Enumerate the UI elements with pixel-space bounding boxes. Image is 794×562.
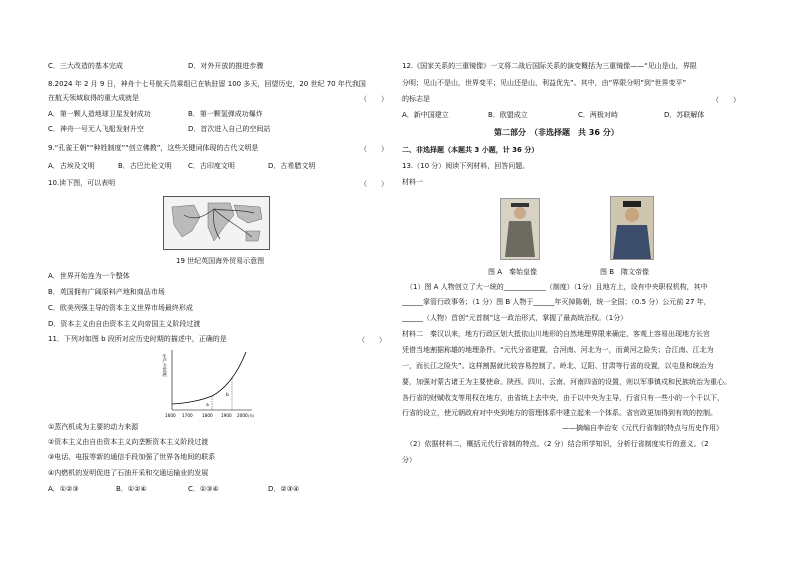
productivity-chart <box>160 348 255 418</box>
q9-answer-paren: （ ） <box>360 145 388 153</box>
material-two-line4: 要，加强对蒙古诸王为主要使命。陕西、四川、云南、河南四省的设置，则以军事镇戍和民族统治为重心。 <box>402 378 731 386</box>
chart-xtick: 1600 <box>165 413 176 418</box>
chart-xtick: 1800 <box>202 413 213 418</box>
q10-answer-paren: （ ） <box>360 180 388 188</box>
sui-figure-graphic <box>611 197 653 259</box>
q11-option-a: A．①②③ <box>48 485 79 493</box>
q9-option-a: A．古埃及文明 <box>48 162 95 170</box>
q10-option-a: A．世界开始连为一个整体 <box>48 272 130 280</box>
productivity-chart-svg <box>160 348 255 418</box>
q8-option-d: D．首次进入自己的空间站 <box>188 125 271 133</box>
chart-xtick: 1900 <box>221 413 232 418</box>
material-two-source: ——摘编自李治安《元代行省制的特点与历史作用》 <box>562 424 723 432</box>
chart-xtick: 2000 <box>237 413 248 418</box>
q12-option-b: B．欧盟成立 <box>488 111 528 119</box>
q13-part1-line1: （1）图 A 人物创立了大一统的____________（制度）（1分）且地方上，设有中央职权机构，其中 <box>406 283 708 291</box>
qin-shihuang-portrait <box>500 198 540 260</box>
q11-answer-paren: （ ） <box>358 336 386 344</box>
chart-xtick: 1700 <box>182 413 193 418</box>
q12-stem: 12.《国家关系的三重镜像》一文将二战后国际关系的演变概括为三重镜像——“见山是山，界限 <box>402 62 697 70</box>
part-heading: 二、非选择题（本题共 3 小题，计 36 分） <box>402 146 539 154</box>
q9-option-d: D．古希腊文明 <box>268 162 316 170</box>
q8-answer-paren: （ ） <box>360 95 388 103</box>
q10-option-b: B．英国拥有广阔原料产地和商品市场 <box>48 288 165 296</box>
chart-xunit: (年) <box>248 414 255 418</box>
q11-option-d: D．②③④ <box>268 485 300 493</box>
q12-option-d: D．苏联解体 <box>664 111 705 119</box>
q8-stem-cont: 在航天领域取得的重大成就是 <box>48 94 139 102</box>
material-two-line3: 一，而长江之险失”。这样割据就比较容易控制了。岭北、辽阳、甘肃等行省的设置，以屯垦和统治为 <box>402 362 714 370</box>
q11-option-b: B．①②④ <box>116 485 147 493</box>
q7-option-d: D．对外开放的推进步骤 <box>188 62 264 70</box>
material-one-label: 材料一 <box>402 178 423 186</box>
q11-item-4: ④内燃机的发明促进了石油开采和交通运输业的发展 <box>48 469 209 477</box>
q7-option-c: C．三大改造的基本完成 <box>48 62 123 70</box>
chart-seg-b: b <box>226 393 229 398</box>
q13-part2-line2: 分） <box>402 456 416 464</box>
material-two-line2: 凭借当地割据称雄的地理条件。“元代分省建置，合河南、河北为一，而黄河之险失；合江南、江北为 <box>402 346 714 354</box>
q11-item-2: ②资本主义由自由资本主义向垄断资本主义阶段过渡 <box>48 438 209 446</box>
material-two-line6: 行省的设立，使元朝政府对中央到地方的管理体系中建立起来一个体系。省官政更加得到有效的控制。 <box>402 409 717 417</box>
chart-seg-a: a <box>206 403 209 408</box>
q8-stem: 8.2024 年 2 月 9 日，神舟十七号航天员乘组已在轨驻留 100 多天，回望历史，20 世纪 70 年代我国 <box>48 80 366 88</box>
section-heading: 第二部分 （非选择题 共 36 分） <box>494 128 619 137</box>
caption-b: 图 B 隋文帝像 <box>600 268 650 276</box>
q10-option-d: D．资本主义由自由资本主义向帝国主义阶段过渡 <box>48 320 201 328</box>
material-two-line5: 各行省的财赋收支等用权在地方，由省统上去中央，由于以中央为主导，行省只有一些小的一个千以下， <box>402 394 724 402</box>
sui-wendi-portrait <box>610 196 654 260</box>
q13-part1-line3: ______（人物）首创“元首制”这一政治形式，掌握了最高统治权。（1分） <box>402 314 628 322</box>
q9-option-c: C．古印度文明 <box>188 162 235 170</box>
q11-item-3: ③电话、电报等新的通信手段加强了世界各地间的联系 <box>48 453 216 461</box>
q9-option-b: B．古巴比伦文明 <box>118 162 172 170</box>
chart-ylabel: 生产力发展 <box>161 354 167 377</box>
q12-stem-cont: 分明；见山不是山，世界变平；见山还是山，利益优先”。其中，由“界限分明”到“世界变平” <box>402 79 687 87</box>
q13-stem: 13.（10 分）阅读下列材料，回答问题。 <box>402 162 530 170</box>
world-map-graphic <box>164 197 269 249</box>
material-two-line1: 材料二 秦汉以来，地方行政区划大抵依山川地形的自然地理界限来确定，客观上容易出现地方长官 <box>402 330 710 338</box>
q12-stem-end: 的标志是 <box>402 95 430 103</box>
q13-part1-line2: ______掌管行政事务；（1 分）图 B 人物于______年灭掉陈朝，统一全国；（0.5 分）公元前 27 年， <box>402 298 711 306</box>
q9-stem: 9.“孔雀王朝”“种姓制度”“创立佛教”，这些关键词体现的古代文明是 <box>48 144 259 152</box>
q10-stem: 10.读下图，可以表明 <box>48 179 116 187</box>
q12-option-c: C．两极对峙 <box>578 111 618 119</box>
caption-a: 图 A 秦始皇像 <box>488 268 538 276</box>
q8-option-b: B．第一颗氢弹成功爆炸 <box>188 110 263 118</box>
q11-option-c: C．①③④ <box>188 485 219 493</box>
q11-stem: 11．下列对如图 b 段所对应历史时期的描述中，正确的是 <box>48 335 227 343</box>
q12-option-a: A．新中国建立 <box>402 111 449 119</box>
trade-map-image <box>163 196 270 250</box>
q13-part2-line1: （2）依据材料二，概括元代行省制的特点。（2 分）结合所学知识，分析行省制度实行的意义。（2 <box>406 440 709 448</box>
q10-option-c: C．欧美列强主导的资本主义世界市场最终形成 <box>48 304 193 312</box>
q8-option-a: A．第一颗人造地球卫星发射成功 <box>48 110 151 118</box>
q8-option-c: C．神舟一号无人飞船发射升空 <box>48 125 144 133</box>
map-caption: 19 世纪英国海外贸易示意图 <box>176 257 265 265</box>
q11-item-1: ①蒸汽机成为主要的动力来源 <box>48 423 139 431</box>
qin-figure-graphic <box>501 199 539 259</box>
q12-answer-paren: （ ） <box>712 96 740 104</box>
